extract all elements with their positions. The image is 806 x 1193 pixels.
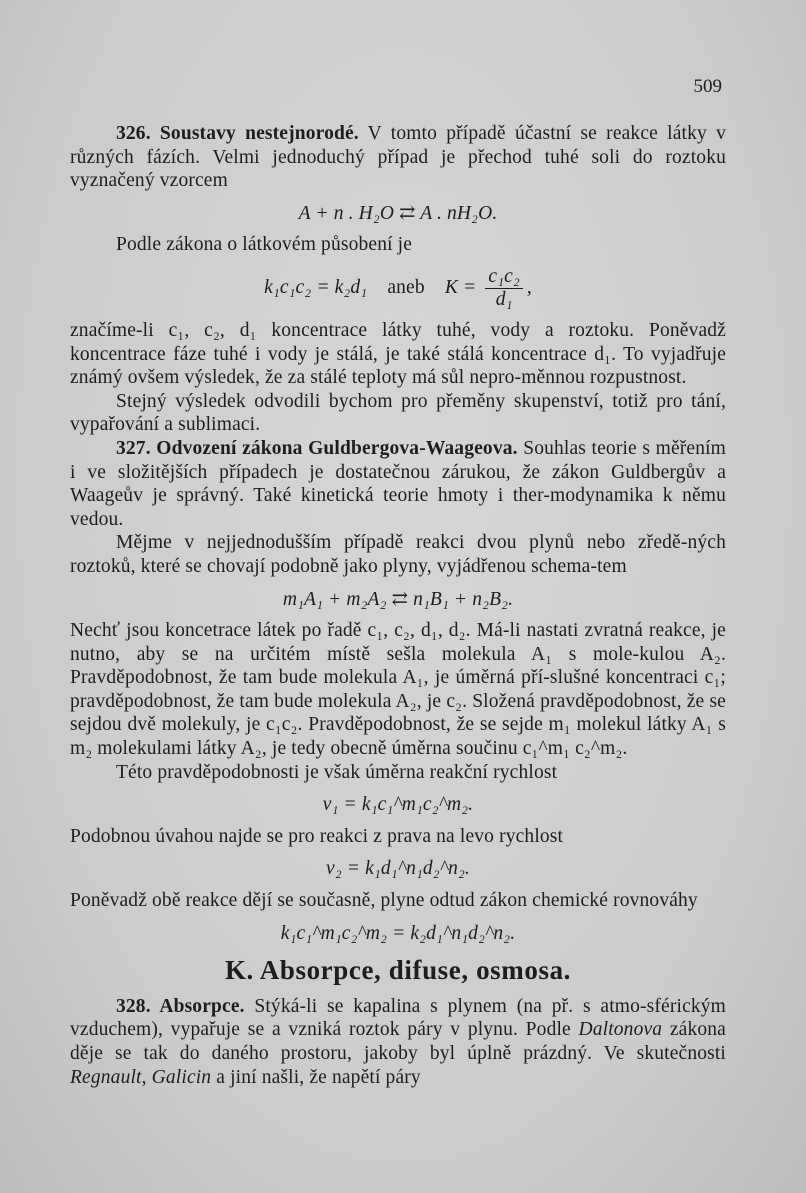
section-327-paragraph-2: Mějme v nejjednodušším případě reakci dvou plynů nebo zředě-ných roztoků, které se chovají podobně jako plyny, vyjádřenou schema-tem [70,532,726,577]
name-galicin: Galicin [151,1066,212,1088]
fraction-numerator: c₁c₂ [485,266,522,289]
section-328-paragraph-1 [70,995,726,1089]
name-separator: , [141,1066,147,1088]
chapter-heading: K. Absorpce, difuse, osmosa. [224,955,572,986]
section-327-paragraph-6: Poněvadž obě reakce dějí se současně, plyne odtud zákon chemické rovnováhy [70,890,698,912]
equation-2-k: K = [444,276,477,298]
fraction-denominator: d₁ [495,288,513,310]
section-328-text-a: Stýká-li se kapalina s plynem (na př. s atmo-sférickým vzduchem), vypařuje se a vzniká roztok páry v plynu. Podle [70,995,726,1041]
section-327-paragraph-5: Podobnou úvahou najde se pro reakci z prava na levo rychlost [70,825,564,847]
page-number: 509 [693,76,722,97]
section-327-paragraph-3: Nechť jsou koncetrace látek po řadě c₁, c₂, d₁, d₂. Má-li nastati zvratná reakce, je nutno, aby se na určitém místě sešla molekula A₁ s mole-kulou A₂. Pravděpodobnost, že tam bude molekula A₁, je úměrná pří-slušné koncentraci c₁; pravděpodobnost, že tam bude molekula A₂, je c₂. Složená pravděpodobnost, že se sejdou dvě molekuly, je c₁c₂. Pravděpodobnost, že se sejde m₁ molekul látky A₁ s m₂ molekulami látky A₂, je tedy obecně úměrna součinu c₁^m₁ c₂^m₂. [70,620,726,760]
equation-6: k₁c₁^m₁c₂^m₂ = k₂d₁^n₁d₂^n₂. [280,922,516,944]
equation-2: k₁c₁c₂ = k₂d₁ aneb K = $\frac{\text{c₁c₂}}{\text{d₁}}$ , [264,265,532,310]
section-328-text-c: a jiní našli, že napětí páry [216,1066,421,1088]
section-326-text-1: V tomto případě účastní se reakce látky v různých fázích. Velmi jednoduchý případ je přechod tuhé soli do roztoku vyznačený vzorcem [70,123,726,192]
section-328-text-b: zákona děje se tak do daného prostoru, jakoby byl úplně prázdný. Ve skutečnosti [70,1019,726,1064]
section-326-paragraph-2: Podle zákona o látkovém působení je [116,234,413,256]
equation-3: m₁A₁ + m₂A₂ ⇄ n₁B₁ + n₂B₂. [282,588,514,610]
page-text [70,122,726,1089]
equation-1: A + n . H₂O ⇄ A . nH₂O. [298,202,498,224]
section-327-text-1: Souhlas teorie s měřením i ve složitějších případech je dostatečnou zárukou, že zákon Guldbergův a Waageův je správný. Také kinetická teorie hmoty i ther-modynamika k němu vedou. [70,437,727,530]
equation-2-left: k₁c₁c₂ = k₂d₁ [264,276,368,298]
section-326-paragraph-1 [70,122,726,193]
equation-4: v₁ = k₁c₁^m₁c₂^m₂. [322,794,474,816]
equation-2-fraction [485,266,522,311]
section-328-title: 328. Absorpce. [116,995,245,1017]
section-327-title: 327. Odvození zákona Guldbergova-Waageova. [116,437,518,459]
equation-5: v₂ = k₁d₁^n₁d₂^n₂. [326,858,470,880]
section-326-title: 326. Soustavy nestejnorodé. [116,123,359,144]
name-regnault: Regnault [70,1066,142,1088]
equation-2-aneb: aneb [387,276,425,298]
section-326-paragraph-4: Stejný výsledek odvodili bychom pro přeměny skupenství, totiž pro tání, vypařování a sublimaci. [70,390,726,436]
section-327-paragraph-1 [70,437,726,531]
name-daltonova: Daltonova [578,1019,663,1041]
section-326-paragraph-3: značíme-li c₁, c₂, d₁ koncentrace látky tuhé, vody a roztoku. Poněvadž koncentrace fáze tuhé i vody je stálá, je také stálá koncentrace d₁. To vyjadřuje známý ovšem výsledek, že za stálé teploty má sůl nepro-měnnou rozpustnost. [70,319,726,389]
section-327-paragraph-4: Této pravděpodobnosti je však úměrna reakční rychlost [116,761,558,783]
